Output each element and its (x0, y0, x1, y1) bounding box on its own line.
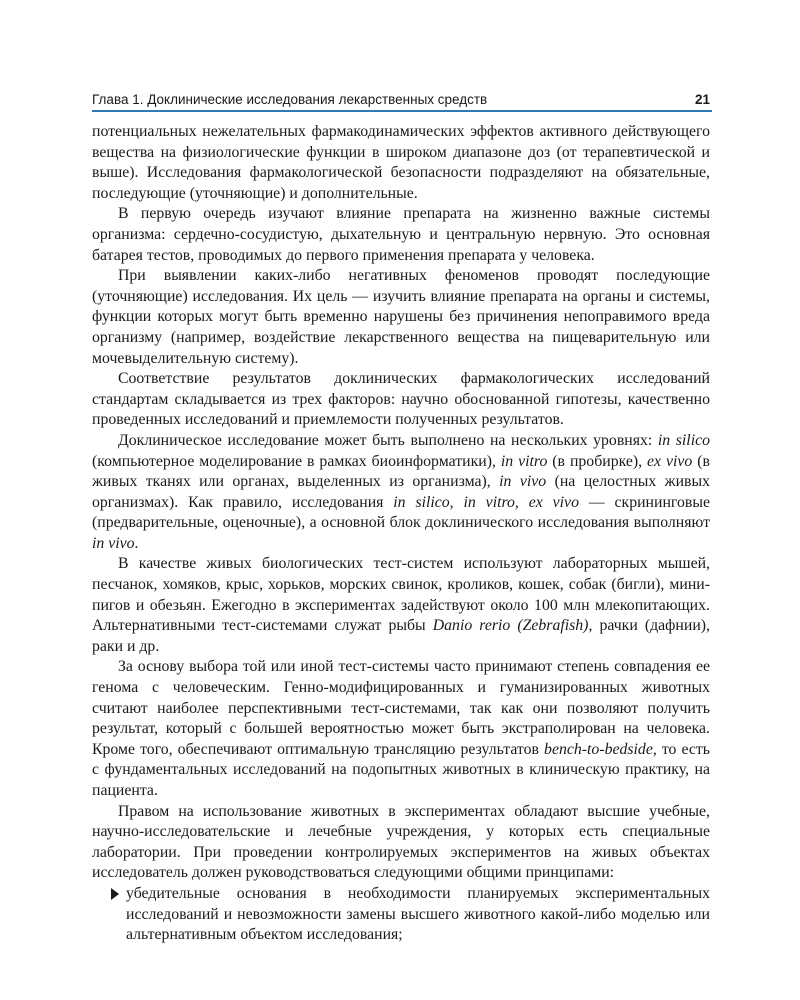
page-number: 21 (694, 92, 710, 107)
running-header (92, 90, 712, 112)
text-run: В качестве живых биологических тест-систем используют лабораторных мышей, песчанок, хомяков, крыс, хорьков, морских свинок, кроликов, кошек, собак (бигли), мини-пигов и обезьян. Ежегодно в экспериментах задействуют около 100 млн млекопитающих. Альтернативными тест-системами служат рыбы (92, 555, 710, 635)
italic-term: in vivo (499, 473, 547, 491)
italic-term: in silico, in vitro, ex vivo (393, 493, 579, 511)
paragraph (92, 554, 710, 657)
text-run: . (134, 534, 139, 552)
text-run: , то есть с фундаментальных исследований на подопытных животных в клиническую практику, на пациента. (92, 740, 711, 799)
paragraph: При выявлении каких-либо негативных феноменов проводят последующие (уточняющие) исследования. Их цель — изучить влияние препарата на органы и системы, функции которых могут быть временно нарушены без причинения непоправимого вреда организму (например, воздействие лекарственного вещества на пищеварительную или мочевыделительную систему). (92, 267, 710, 367)
bullet-item (92, 884, 710, 946)
text-run: , рачки (дафнии), раки и др. (92, 617, 710, 655)
italic-term: in vitro (500, 452, 548, 470)
bullet-text: убедительные основания в необходимости планируемых экспериментальных исследований и невозможности замены высшего животного какой-либо моделью или альтернативным объектом исследования; (126, 884, 710, 944)
page-body (92, 122, 710, 946)
italic-term: in vivo (92, 534, 135, 552)
paragraph: В первую очередь изучают влияние препарата на жизненно важные системы организма: сердечно-сосудистую, дыхательную и центральную нервную. Это основная батарея тестов, проводимых до первого применения препарата у человека. (92, 205, 710, 264)
paragraph (92, 431, 710, 555)
text-run: (в живых тканях или органах, выделенных из организма), (92, 452, 710, 491)
italic-term: Danio rerio (Zebrafish) (432, 617, 589, 635)
text-run: — скрининговые (предварительные, оценочные), а основной блок доклинического исследования выполняют (92, 493, 710, 532)
triangle-bullet-icon (111, 888, 119, 900)
italic-term: ex vivo (647, 452, 693, 470)
italic-term: bench-to-bedside (544, 740, 653, 758)
text-run: (в пробирке), (547, 452, 648, 470)
paragraph: потенциальных нежелательных фармакодинамических эффектов активного действующего вещества на физиологические функции в широком диапазоне доз (от терапевтической и выше). Исследования фармакологической безопасности подразделяют на обязательные, последующие (уточняющие) и дополнительные. (92, 123, 710, 202)
paragraph: Соответствие результатов доклинических фармакологических исследований стандартам складывается из трех факторов: научно обоснованной гипотезы, качественно проведенных исследований и приемлемости полученных результатов. (92, 370, 710, 429)
paragraph: Правом на использование животных в экспериментах обладают высшие учебные, научно-исследовательские и лечебные учреждения, у которых есть специальные лаборатории. При проведении контролируемых экспериментов на живых объектах исследователь должен руководствоваться следующими общими принципами: (92, 802, 710, 882)
paragraph (92, 657, 710, 801)
text-run: Доклиническое исследование может быть выполнено на нескольких уровнях: (118, 431, 658, 449)
text-run: За основу выбора той или иной тест-системы часто принимают степень совпадения ее генома с человеческим. Генно-модифицированных и гуманизированных животных считают наиболее перспективными тест-системами, так как они позволяют получить результат, который с большей вероятностью может быть экстраполирован на человека. Кроме того, обеспечивают оптимальную трансляцию результатов (92, 658, 710, 758)
text-run: (компьютерное моделирование в рамках биоинформатики), (92, 452, 501, 470)
italic-term: in silico (657, 431, 710, 449)
running-title: Глава 1. Доклинические исследования лекарственных средств (92, 92, 488, 107)
text-run: (на целостных живых организмах). Как правило, исследования (92, 473, 711, 511)
